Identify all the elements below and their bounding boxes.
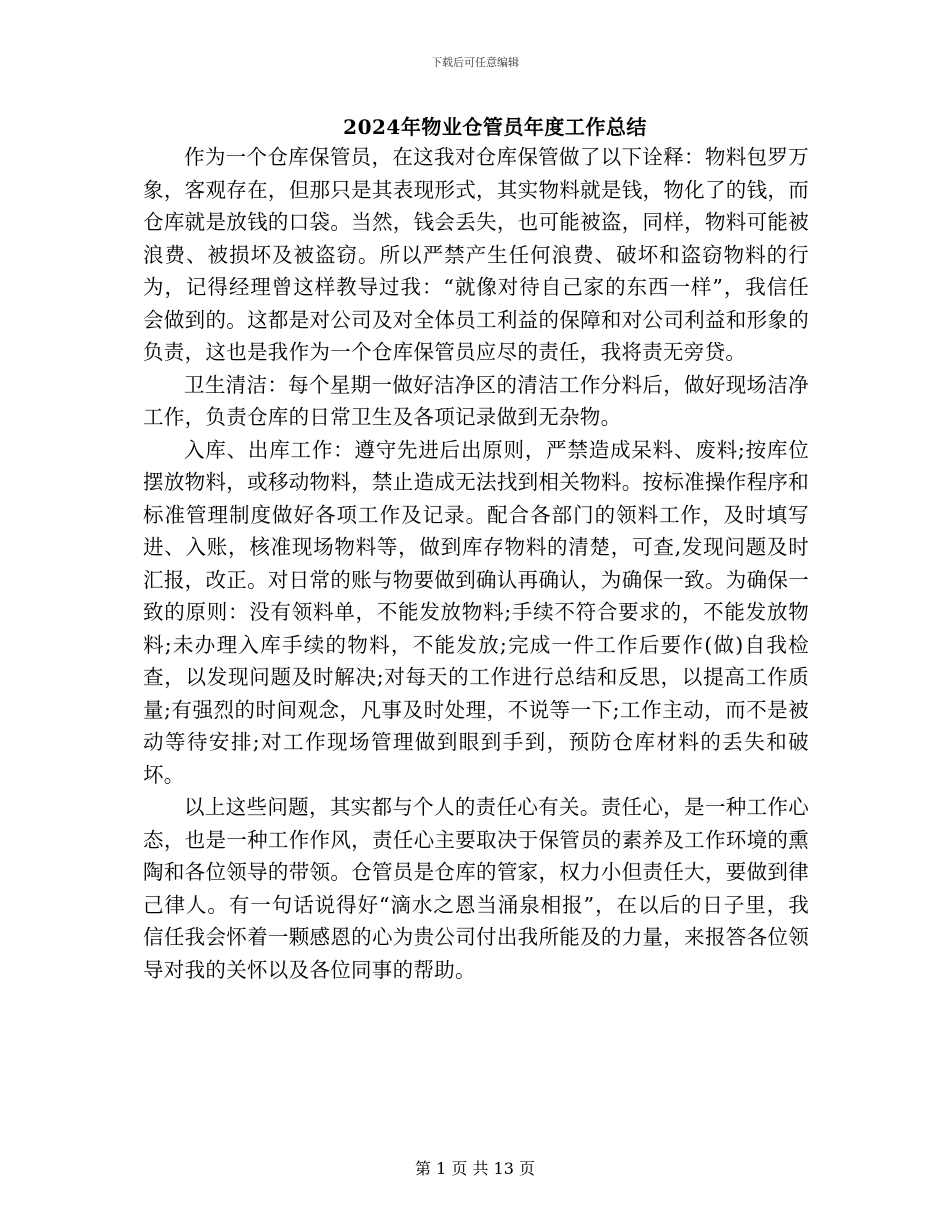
page-number: 第 1 页 共 13 页 <box>415 1159 535 1178</box>
paragraph-cleaning: 卫生清洁：每个星期一做好洁净区的清洁工作分料后，做好现场洁净工作，负责仓库的日常卫生及各项记录做到无杂物。 <box>143 372 809 429</box>
paragraph-intro: 作为一个仓库保管员，在这我对仓库保管做了以下诠释：物料包罗万象，客观存在，但那只是其表现形式，其实物料就是钱，物化了的钱，而仓库就是放钱的口袋。当然，钱会丢失，也可能被盗，同样，物料可能被浪费、被损坏及被盗窃。所以严禁产生任何浪费、破坏和盗窃物料的行为，记得经理曾这样教导过我：“就像对待自己家的东西一样”，我信任会做到的。这都是对公司及对全体员工利益的保障和对公司利益和形象的负责，这也是我作为一个仓库保管员应尽的责任，我将责无旁贷。 <box>143 145 809 364</box>
document-body <box>143 141 809 986</box>
document-title: 2024年物业仓管员年度工作总结 <box>343 115 647 139</box>
paragraph-responsibility: 以上这些问题，其实都与个人的责任心有关。责任心，是一种工作心态，也是一种工作作风，责任心主要取决于保管员的素养及工作环境的熏陶和各位领导的带领。仓管员是仓库的管家，权力小但责任大，要做到律己律人。有一句话说得好“滴水之恩当涌泉相报”，在以后的日子里，我信任我会怀着一颗感恩的心为贵公司付出我所能及的力量，来报答各位领导对我的关怀以及各位同事的帮助。 <box>143 795 809 982</box>
paragraph-inbound-outbound: 入库、出库工作：遵守先进后出原则，严禁造成呆料、废料;按库位摆放物料，或移动物料，禁止造成无法找到相关物料。按标准操作程序和标准管理制度做好各项工作及记录。配合各部门的领料工作，及时填写进、入账，核准现场物料等，做到库存物料的清楚，可查,发现问题及时汇报，改正。对日常的账与物要做到确认再确认，为确保一致。为确保一致的原则：没有领料单，不能发放物料;手续不符合要求的，不能发放物料;未办理入库手续的物料，不能发放;完成一件工作后要作(做)自我检查，以发现问题及时解决;对每天的工作进行总结和反思，以提高工作质量;有强烈的时间观念，凡事及时处理，不说等一下;工作主动，而不是被动等待安排;对工作现场管理做到眼到手到，预防仓库材料的丢失和破坏。 <box>143 437 809 787</box>
header-note: 下载后可任意编辑 <box>431 56 519 69</box>
